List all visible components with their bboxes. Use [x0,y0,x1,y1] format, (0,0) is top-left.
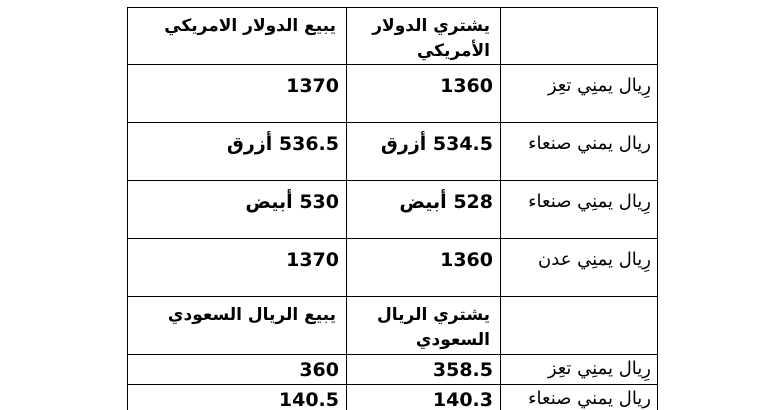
buy-value: 140.3 [432,389,493,410]
usd-buy-header [347,8,501,65]
usd-sell-header-text: يبيع الدولار الامريكي [164,16,336,36]
sell-cell [128,65,347,123]
table-row [128,239,658,297]
row-label-cell [501,65,658,123]
sell-value: 536.5 أزرق [226,133,339,155]
table-row [128,181,658,239]
buy-cell [347,65,501,123]
sell-cell [128,355,347,385]
buy-value: 1360 [440,75,493,97]
row-label: رِيال يمنِي عدن [538,249,651,270]
sell-value: 530 أبيض [245,191,339,213]
sar-buy-header-text: يشتري الريال السعودي [377,305,490,350]
buy-cell [347,181,501,239]
sell-value: 1370 [286,249,339,271]
row-label: رِيال يمنِي تعِز [547,358,651,379]
buy-value: 534.5 أزرق [380,133,493,155]
row-label-cell [501,123,658,181]
table-row [128,355,658,385]
sell-value: 360 [299,359,339,381]
sell-cell [128,385,347,410]
sar-header-label-cell [501,297,658,355]
table-row [128,123,658,181]
sar-buy-header [347,297,501,355]
buy-cell [347,123,501,181]
row-label: رِيال يمنِي تعِز [547,75,651,96]
sell-cell [128,181,347,239]
sar-sell-header [128,297,347,355]
usd-header-label-cell [501,8,658,65]
buy-cell [347,239,501,297]
usd-sell-header [128,8,347,65]
table-row [128,385,658,410]
sell-cell [128,123,347,181]
row-label-cell [501,355,658,385]
row-label: ريال يمني صنعاء [528,133,651,154]
buy-value: 1360 [440,249,493,271]
usd-buy-header-text: يشتري الدولار الأمريكي [372,16,490,61]
exchange-rate-table [127,7,658,410]
buy-value: 358.5 [432,359,493,381]
sar-sell-header-text: يبيع الريال السعودي [167,305,336,325]
sar-header-row [128,297,658,355]
sell-cell [128,239,347,297]
table-row [128,65,658,123]
buy-value: 528 أبيض [399,191,493,213]
row-label: ريال يمني صنعاء [528,388,651,409]
row-label-cell [501,239,658,297]
row-label-cell [501,385,658,410]
sell-value: 1370 [286,75,339,97]
buy-cell [347,355,501,385]
row-label: رِيال يمنِي صنعاء [528,191,651,212]
row-label-cell [501,181,658,239]
buy-cell [347,385,501,410]
sell-value: 140.5 [278,389,339,410]
usd-header-row [128,8,658,65]
